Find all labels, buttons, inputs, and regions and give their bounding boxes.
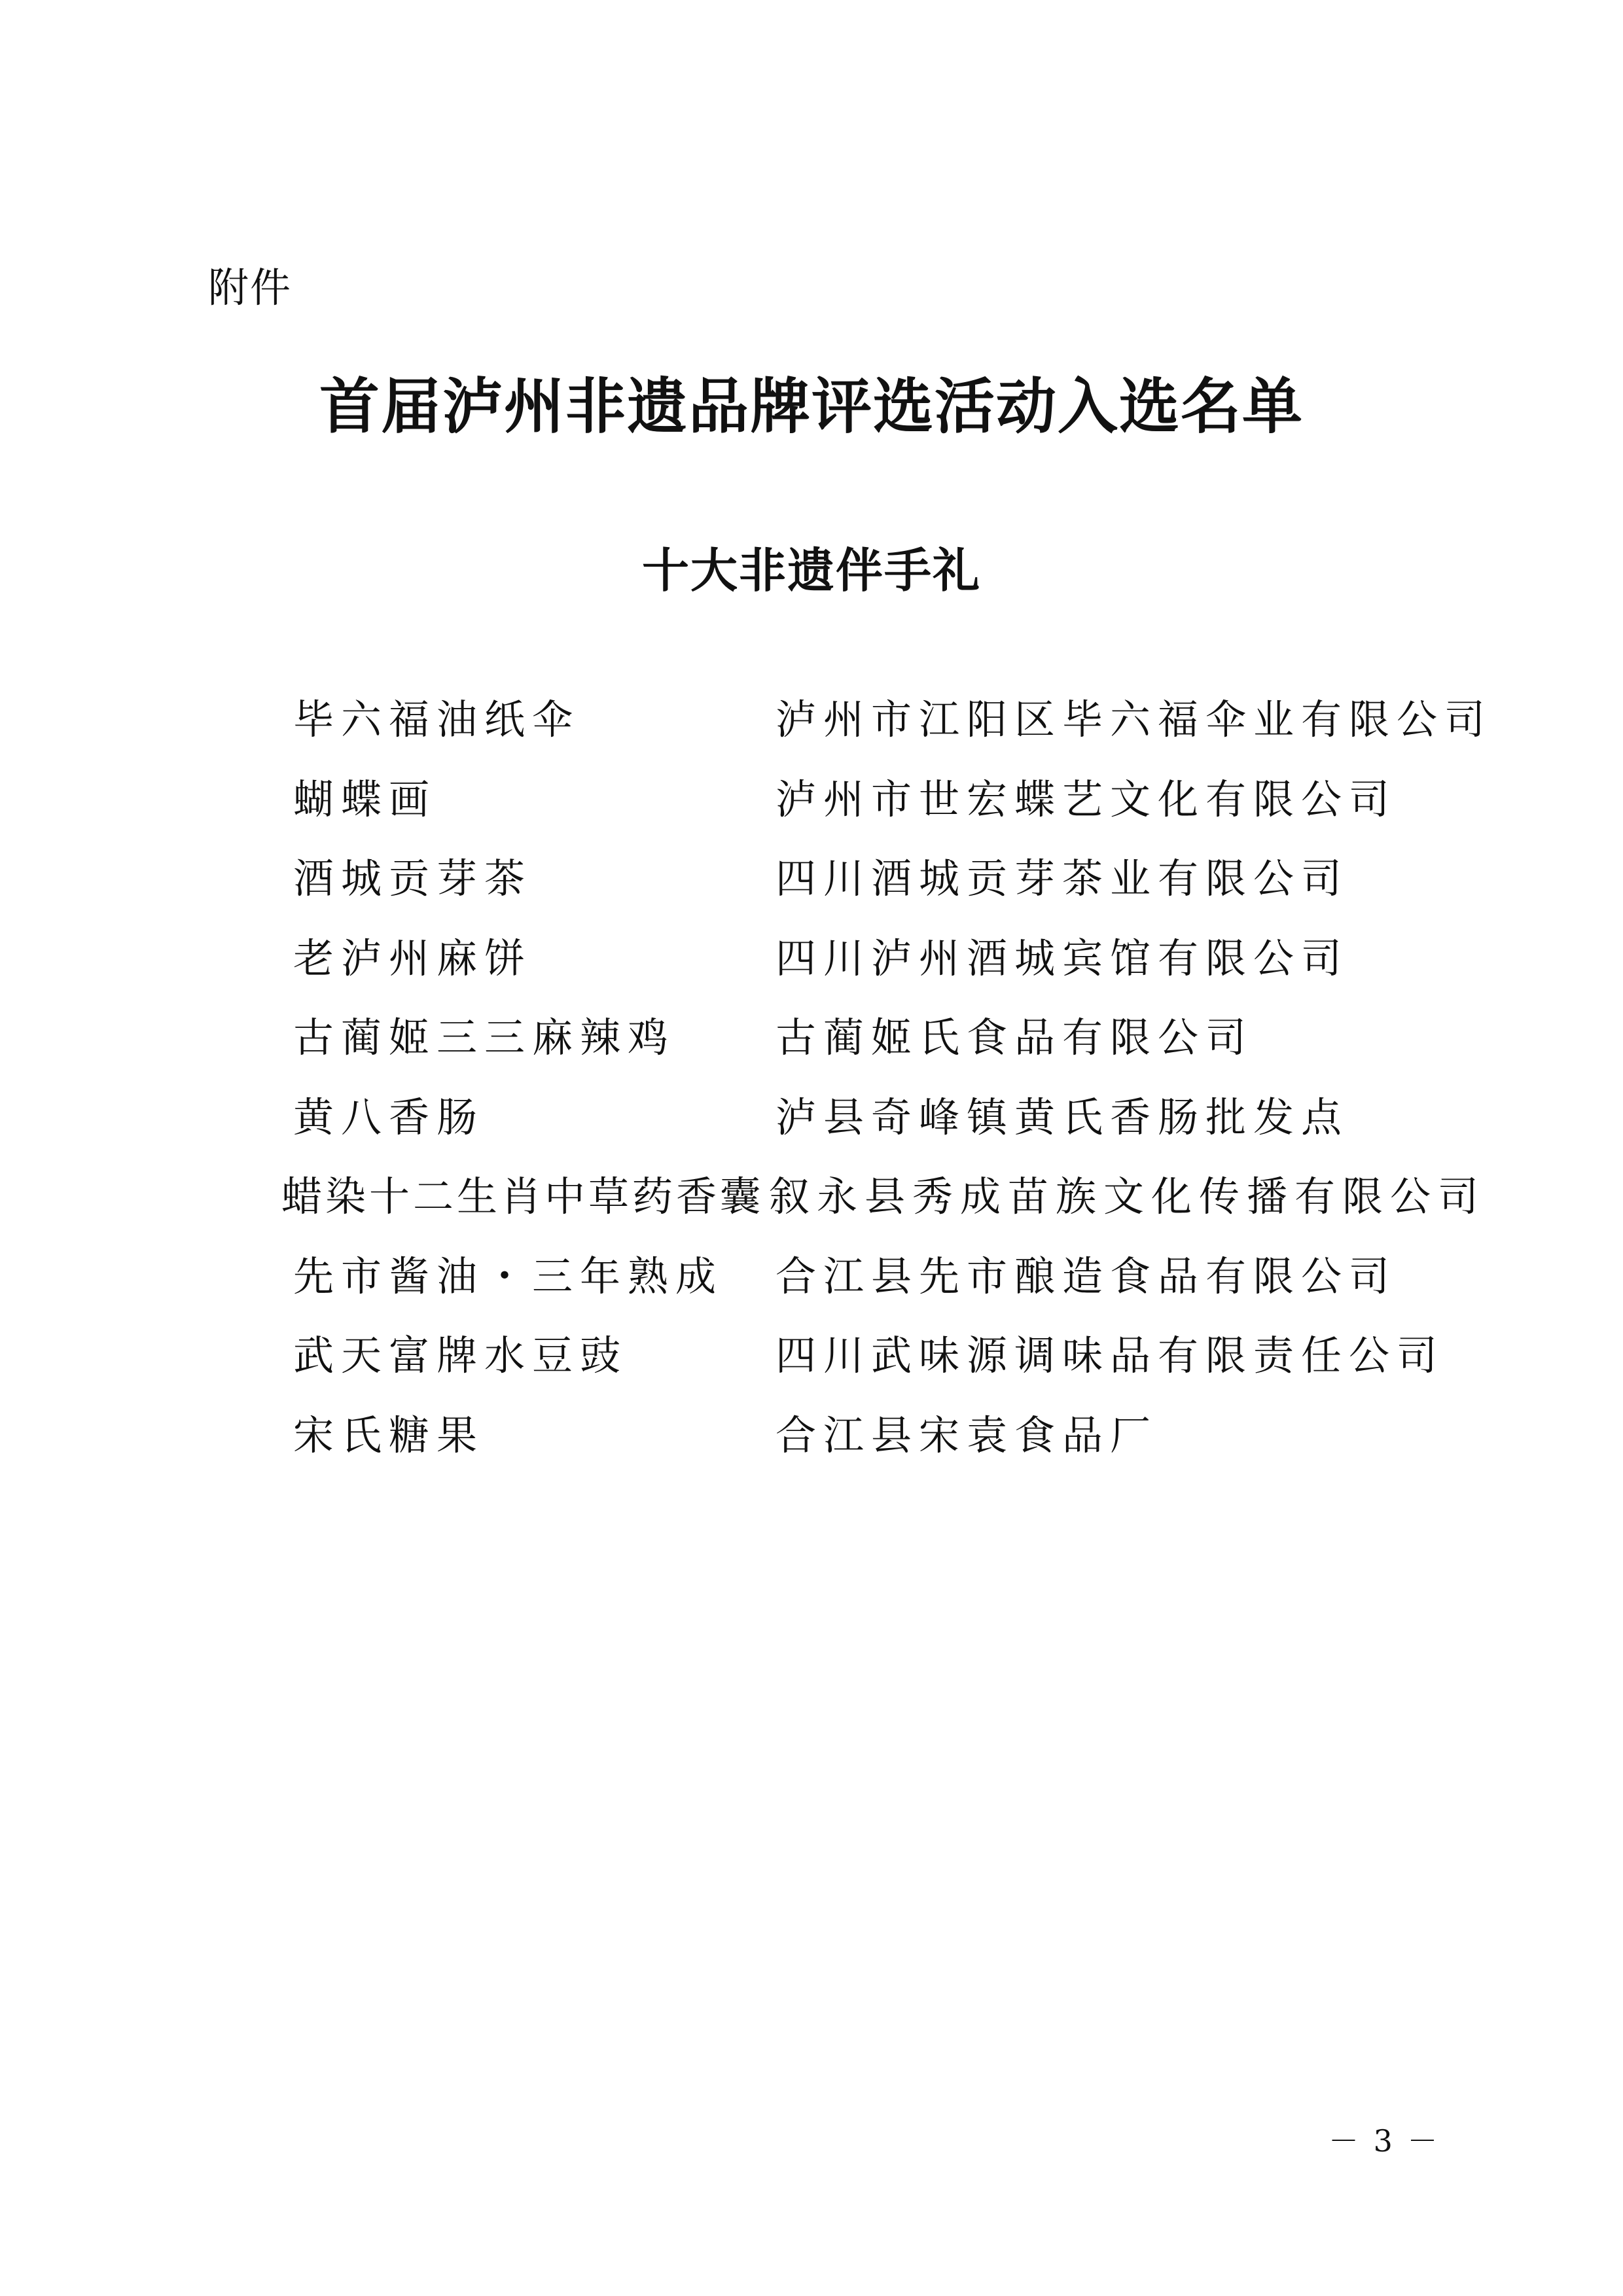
award-row	[0, 767, 1623, 847]
company-name: 叙永县秀成苗族文化传播有限公司	[769, 1173, 1486, 1220]
document-title: 首届泸州非遗品牌评选活动入选名单	[319, 372, 1304, 442]
company-name: 古蔺姬氏食品有限公司	[776, 1014, 1254, 1061]
award-row	[0, 1244, 1623, 1324]
product-name: 宋氏糖果	[293, 1411, 485, 1459]
company-name: 合江县宋袁食品厂	[776, 1411, 1158, 1459]
award-list	[0, 687, 1623, 1482]
product-name: 酒城贡芽茶	[293, 855, 533, 902]
product-name: 老泸州麻饼	[293, 934, 533, 982]
product-name: 武天富牌水豆豉	[293, 1332, 628, 1379]
award-row	[0, 687, 1623, 767]
product-name: 蜡染十二生肖中草药香囊	[281, 1173, 764, 1220]
product-name: 蝴蝶画	[293, 775, 437, 823]
award-row	[0, 1323, 1623, 1403]
company-name: 泸县奇峰镇黄氏香肠批发点	[776, 1093, 1349, 1141]
award-row	[0, 846, 1623, 926]
attachment-label: 附件	[208, 264, 293, 311]
company-name: 四川酒城贡芽茶业有限公司	[776, 855, 1349, 902]
product-name: 先市酱油・三年熟成	[293, 1252, 724, 1300]
award-row	[0, 1403, 1623, 1483]
company-name: 合江县先市酿造食品有限公司	[776, 1252, 1397, 1300]
company-name: 泸州市世宏蝶艺文化有限公司	[776, 775, 1397, 823]
product-name: 古蔺姬三三麻辣鸡	[293, 1014, 676, 1061]
company-name: 四川泸州酒城宾馆有限公司	[776, 934, 1349, 982]
award-row	[0, 926, 1623, 1006]
product-name: 黄八香肠	[293, 1093, 485, 1141]
page-number: － 3 －	[1329, 2123, 1440, 2159]
award-row	[0, 1005, 1623, 1085]
section-title: 十大非遗伴手礼	[641, 543, 981, 598]
product-name: 毕六福油纸伞	[293, 696, 580, 743]
award-row	[0, 1164, 1623, 1244]
company-name: 泸州市江阳区毕六福伞业有限公司	[776, 696, 1493, 743]
award-row	[0, 1085, 1623, 1165]
company-name: 四川武味源调味品有限责任公司	[776, 1332, 1445, 1379]
